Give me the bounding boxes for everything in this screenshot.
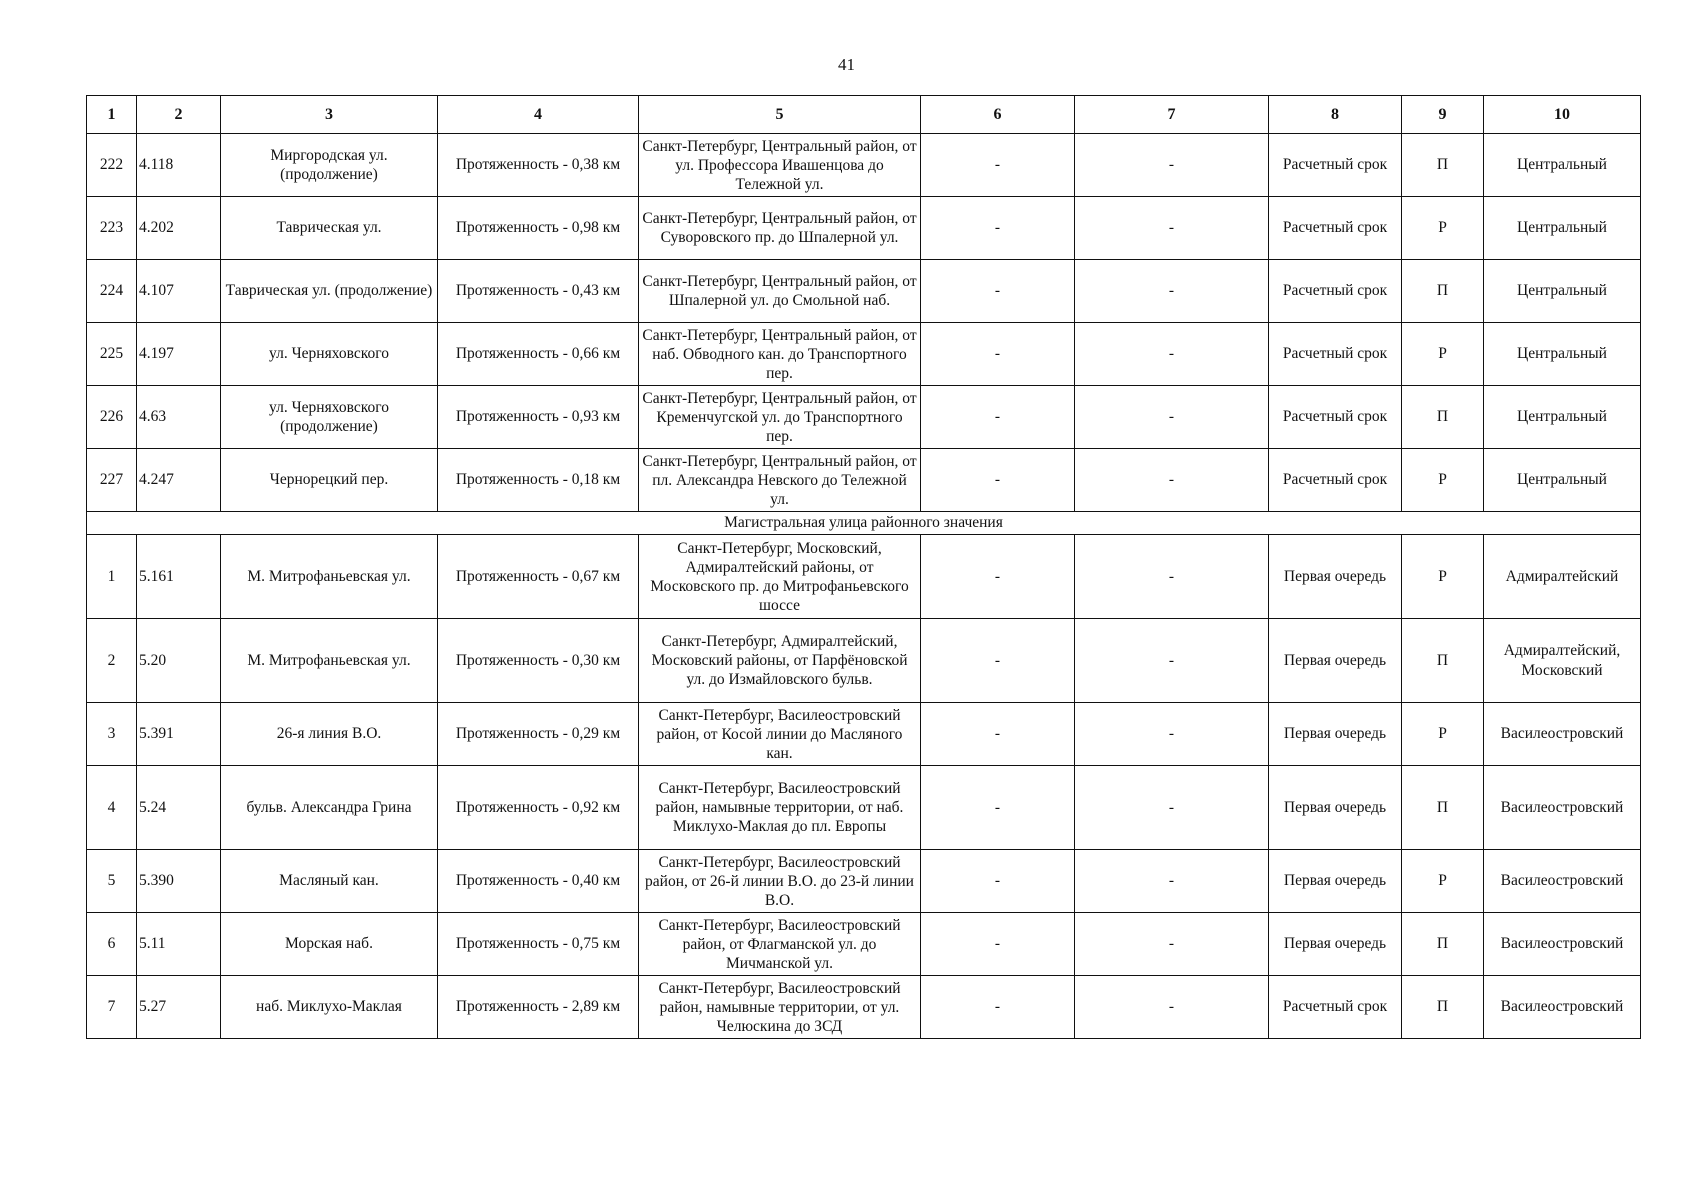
street-name: наб. Миклухо-Маклая [221, 976, 438, 1039]
table-row [87, 766, 1641, 850]
street-length: Протяженность - 0,67 км [438, 535, 639, 619]
street-length: Протяженность - 0,98 км [438, 197, 639, 260]
street-name: Чернорецкий пер. [221, 449, 438, 512]
district: Центральный [1484, 134, 1641, 197]
table-row [87, 260, 1641, 323]
row-number: 5 [87, 850, 137, 913]
term: Расчетный срок [1269, 386, 1402, 449]
table-row [87, 386, 1641, 449]
street-description: Санкт-Петербург, Центральный район, от пл. Александра Невского до Тележной ул. [639, 449, 921, 512]
column-header: 6 [921, 96, 1075, 134]
district: Центральный [1484, 386, 1641, 449]
term: Первая очередь [1269, 535, 1402, 619]
column-header: 9 [1402, 96, 1484, 134]
cell-col6: - [921, 197, 1075, 260]
row-code: 5.27 [137, 976, 221, 1039]
cell-col7: - [1075, 134, 1269, 197]
cell-col7: - [1075, 976, 1269, 1039]
street-description: Санкт-Петербург, Василеостровский район, намывные территории, от ул. Челюскина до ЗСД [639, 976, 921, 1039]
roads-table [86, 95, 1641, 1039]
street-length: Протяженность - 0,29 км [438, 703, 639, 766]
type-code: Р [1402, 850, 1484, 913]
street-name: Таврическая ул. (продолжение) [221, 260, 438, 323]
row-number: 226 [87, 386, 137, 449]
cell-col6: - [921, 850, 1075, 913]
district: Центральный [1484, 260, 1641, 323]
cell-col6: - [921, 449, 1075, 512]
term: Расчетный срок [1269, 134, 1402, 197]
column-header: 1 [87, 96, 137, 134]
street-length: Протяженность - 0,18 км [438, 449, 639, 512]
table-row [87, 850, 1641, 913]
row-code: 4.202 [137, 197, 221, 260]
section-row [87, 512, 1641, 535]
page-number: 41 [838, 55, 855, 74]
district: Центральный [1484, 449, 1641, 512]
cell-col7: - [1075, 197, 1269, 260]
street-length: Протяженность - 0,43 км [438, 260, 639, 323]
street-length: Протяженность - 0,66 км [438, 323, 639, 386]
type-code: П [1402, 913, 1484, 976]
row-code: 5.161 [137, 535, 221, 619]
row-number: 222 [87, 134, 137, 197]
term: Расчетный срок [1269, 323, 1402, 386]
district: Василеостровский [1484, 976, 1641, 1039]
term: Первая очередь [1269, 766, 1402, 850]
cell-col6: - [921, 323, 1075, 386]
row-code: 5.20 [137, 619, 221, 703]
cell-col7: - [1075, 323, 1269, 386]
street-name: ул. Черняховского [221, 323, 438, 386]
cell-col7: - [1075, 449, 1269, 512]
term: Расчетный срок [1269, 197, 1402, 260]
table-row [87, 703, 1641, 766]
type-code: Р [1402, 197, 1484, 260]
street-description: Санкт-Петербург, Центральный район, от ул. Профессора Ивашенцова до Тележной ул. [639, 134, 921, 197]
table-row [87, 449, 1641, 512]
row-code: 5.391 [137, 703, 221, 766]
row-number: 2 [87, 619, 137, 703]
cell-col7: - [1075, 386, 1269, 449]
term: Расчетный срок [1269, 449, 1402, 512]
street-description: Санкт-Петербург, Василеостровский район, намывные территории, от наб. Миклухо-Маклая до пл. Европы [639, 766, 921, 850]
type-code: П [1402, 619, 1484, 703]
street-length: Протяженность - 0,30 км [438, 619, 639, 703]
cell-col7: - [1075, 703, 1269, 766]
row-code: 4.107 [137, 260, 221, 323]
row-code: 5.24 [137, 766, 221, 850]
row-number: 225 [87, 323, 137, 386]
district: Василеостровский [1484, 703, 1641, 766]
cell-col6: - [921, 134, 1075, 197]
table-row [87, 913, 1641, 976]
type-code: П [1402, 766, 1484, 850]
type-code: П [1402, 134, 1484, 197]
cell-col6: - [921, 703, 1075, 766]
row-code: 4.63 [137, 386, 221, 449]
row-code: 5.11 [137, 913, 221, 976]
column-header: 3 [221, 96, 438, 134]
table-row [87, 535, 1641, 619]
term: Первая очередь [1269, 850, 1402, 913]
street-name: Морская наб. [221, 913, 438, 976]
street-name: М. Митрофаньевская ул. [221, 619, 438, 703]
street-name: М. Митрофаньевская ул. [221, 535, 438, 619]
street-name: ул. Черняховского (продолжение) [221, 386, 438, 449]
district: Василеостровский [1484, 850, 1641, 913]
cell-col6: - [921, 766, 1075, 850]
cell-col6: - [921, 913, 1075, 976]
street-name: 26-я линия В.О. [221, 703, 438, 766]
type-code: Р [1402, 535, 1484, 619]
term: Первая очередь [1269, 913, 1402, 976]
term: Расчетный срок [1269, 976, 1402, 1039]
cell-col6: - [921, 535, 1075, 619]
table-row [87, 323, 1641, 386]
cell-col6: - [921, 386, 1075, 449]
column-header: 5 [639, 96, 921, 134]
street-name: Миргородская ул. (продолжение) [221, 134, 438, 197]
term: Первая очередь [1269, 703, 1402, 766]
street-description: Санкт-Петербург, Центральный район, от наб. Обводного кан. до Транспортного пер. [639, 323, 921, 386]
row-number: 1 [87, 535, 137, 619]
cell-col7: - [1075, 260, 1269, 323]
row-number: 224 [87, 260, 137, 323]
column-header: 4 [438, 96, 639, 134]
row-number: 227 [87, 449, 137, 512]
cell-col6: - [921, 619, 1075, 703]
street-name: Масляный кан. [221, 850, 438, 913]
column-header: 7 [1075, 96, 1269, 134]
row-number: 3 [87, 703, 137, 766]
section-title: Магистральная улица районного значения [87, 512, 1641, 535]
column-header: 8 [1269, 96, 1402, 134]
street-length: Протяженность - 0,93 км [438, 386, 639, 449]
column-header: 2 [137, 96, 221, 134]
cell-col7: - [1075, 619, 1269, 703]
row-number: 6 [87, 913, 137, 976]
district: Адмиралтейский [1484, 535, 1641, 619]
header-row [87, 96, 1641, 134]
table-row [87, 197, 1641, 260]
cell-col6: - [921, 260, 1075, 323]
table-row [87, 134, 1641, 197]
street-description: Санкт-Петербург, Адмиралтейский, Московский районы, от Парфёновской ул. до Измайловского бульв. [639, 619, 921, 703]
district: Василеостровский [1484, 766, 1641, 850]
cell-col7: - [1075, 850, 1269, 913]
row-code: 4.118 [137, 134, 221, 197]
row-code: 4.247 [137, 449, 221, 512]
street-length: Протяженность - 0,75 км [438, 913, 639, 976]
type-code: Р [1402, 703, 1484, 766]
row-number: 7 [87, 976, 137, 1039]
street-description: Санкт-Петербург, Центральный район, от Кременчугской ул. до Транспортного пер. [639, 386, 921, 449]
street-description: Санкт-Петербург, Центральный район, от Шпалерной ул. до Смольной наб. [639, 260, 921, 323]
table-row [87, 976, 1641, 1039]
term: Расчетный срок [1269, 260, 1402, 323]
column-header: 10 [1484, 96, 1641, 134]
district: Центральный [1484, 323, 1641, 386]
type-code: П [1402, 386, 1484, 449]
cell-col7: - [1075, 913, 1269, 976]
type-code: Р [1402, 323, 1484, 386]
district: Василеостровский [1484, 913, 1641, 976]
row-code: 5.390 [137, 850, 221, 913]
street-length: Протяженность - 0,40 км [438, 850, 639, 913]
street-length: Протяженность - 0,92 км [438, 766, 639, 850]
street-length: Протяженность - 2,89 км [438, 976, 639, 1039]
street-name: бульв. Александра Грина [221, 766, 438, 850]
row-code: 4.197 [137, 323, 221, 386]
district: Адмиралтейский, Московский [1484, 619, 1641, 703]
street-description: Санкт-Петербург, Василеостровский район, от Косой линии до Масляного кан. [639, 703, 921, 766]
district: Центральный [1484, 197, 1641, 260]
row-number: 223 [87, 197, 137, 260]
type-code: Р [1402, 449, 1484, 512]
street-length: Протяженность - 0,38 км [438, 134, 639, 197]
street-description: Санкт-Петербург, Василеостровский район, от 26-й линии В.О. до 23-й линии В.О. [639, 850, 921, 913]
type-code: П [1402, 976, 1484, 1039]
street-description: Санкт-Петербург, Центральный район, от Суворовского пр. до Шпалерной ул. [639, 197, 921, 260]
cell-col7: - [1075, 535, 1269, 619]
type-code: П [1402, 260, 1484, 323]
street-description: Санкт-Петербург, Василеостровский район, от Флагманской ул. до Мичманской ул. [639, 913, 921, 976]
street-name: Таврическая ул. [221, 197, 438, 260]
cell-col7: - [1075, 766, 1269, 850]
term: Первая очередь [1269, 619, 1402, 703]
cell-col6: - [921, 976, 1075, 1039]
street-description: Санкт-Петербург, Московский, Адмиралтейский районы, от Московского пр. до Митрофаньевского шоссе [639, 535, 921, 619]
row-number: 4 [87, 766, 137, 850]
table-row [87, 619, 1641, 703]
